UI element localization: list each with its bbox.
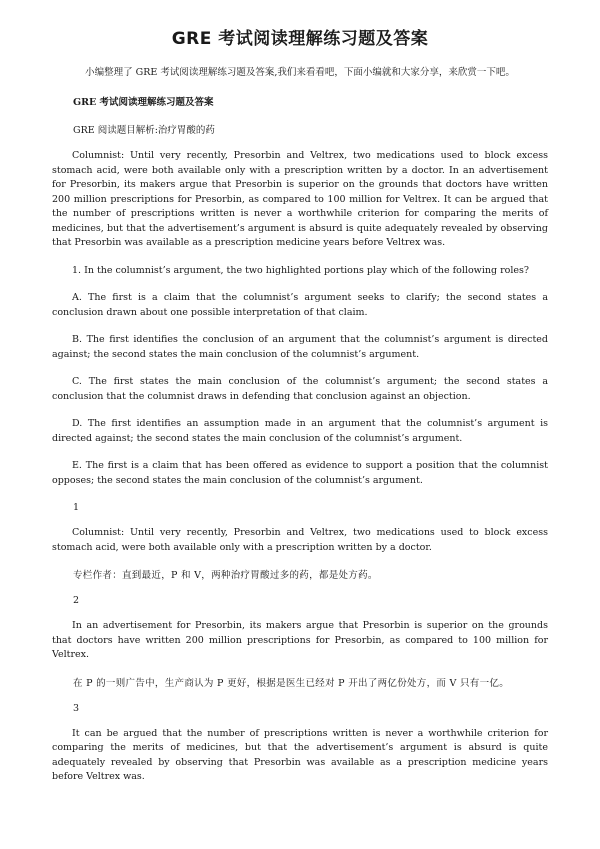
document-title: GRE 考试阅读理解练习题及答案 bbox=[171, 29, 429, 49]
option-e: E. The first is a claim that has been offered as evidence to support a position that the columnist opposes; the second states the main conclusion of the columnist’s argument. bbox=[52, 460, 548, 486]
segment-number: 2 bbox=[73, 595, 80, 606]
segment-chinese: 在 P 的一则广告中，生产商认为 P 更好，根据是医生已经对 P 开出了两亿份处方，而 V 只有一亿。 bbox=[73, 677, 509, 689]
option-d: D. The first identifies an assumption made in an argument that the columnist’s argument is directed against; the second states the main conclusion of the columnist’s argument. bbox=[52, 418, 548, 444]
intro-text: 小编整理了 GRE 考试阅读理解练习题及答案,我们来看看吧，下面小编就和大家分享，来欣赏一下吧。 bbox=[85, 67, 515, 78]
segment-english: In an advertisement for Presorbin, its makers argue that Presorbin is superior on the grounds that doctors have written 200 million prescriptions for Presorbin, as compared to 100 million for Veltrex. bbox=[52, 620, 548, 660]
option-c: C. The first states the main conclusion of the columnist’s argument; the second states a conclusion that the columnist draws in defending that conclusion against an objection. bbox=[52, 376, 548, 402]
segment-number: 3 bbox=[73, 702, 80, 714]
section-label: GRE 阅读题目解析:治疗胃酸的药 bbox=[73, 125, 215, 136]
segment-chinese: 专栏作者：直到最近，P 和 V，两种治疗胃酸过多的药，都是处方药。 bbox=[73, 570, 378, 581]
option-b: B. The first identifies the conclusion of an argument that the columnist’s argument is directed against; the second states the main conclusion of the columnist’s argument. bbox=[52, 334, 548, 360]
sub-heading: GRE 考试阅读理解练习题及答案 bbox=[73, 97, 214, 108]
option-a: A. The first is a claim that the columnist’s argument seeks to clarify; the second states a conclusion drawn about one possible interpretation of that claim. bbox=[52, 292, 548, 318]
segment-english: Columnist: Until very recently, Presorbin and Veltrex, two medications used to block excess stomach acid, were both available only with a prescription written by a doctor. bbox=[52, 527, 548, 553]
segment-english: It can be argued that the number of prescriptions written is never a worthwhile criterion for comparing the merits of medicines, but that the advertisement’s argument is absurd is quite adequately revealed by observing that Presorbin was available as a prescription medicine years before Veltrex was. bbox=[52, 727, 548, 782]
segment-number: 1 bbox=[73, 502, 80, 513]
question-text: 1. In the columnist’s argument, the two highlighted portions play which of the following roles? bbox=[72, 264, 529, 276]
passage-paragraph: Columnist: Until very recently, Presorbin and Veltrex, two medications used to block excess stomach acid, were both available only with a prescription written by a doctor. In an advertisement for Presorbin, its makers argue that Presorbin is superior on the grounds that doctors have written 200 million prescriptions for Presorbin, as compared to 100 million for Veltrex. It can be argued that the number of prescriptions written is never a worthwhile criterion for comparing the merits of medicines, but that the advertisement’s argument is absurd is quite adequately revealed by observing that Presorbin was available as a prescription medicine years before Veltrex was. bbox=[52, 150, 548, 248]
